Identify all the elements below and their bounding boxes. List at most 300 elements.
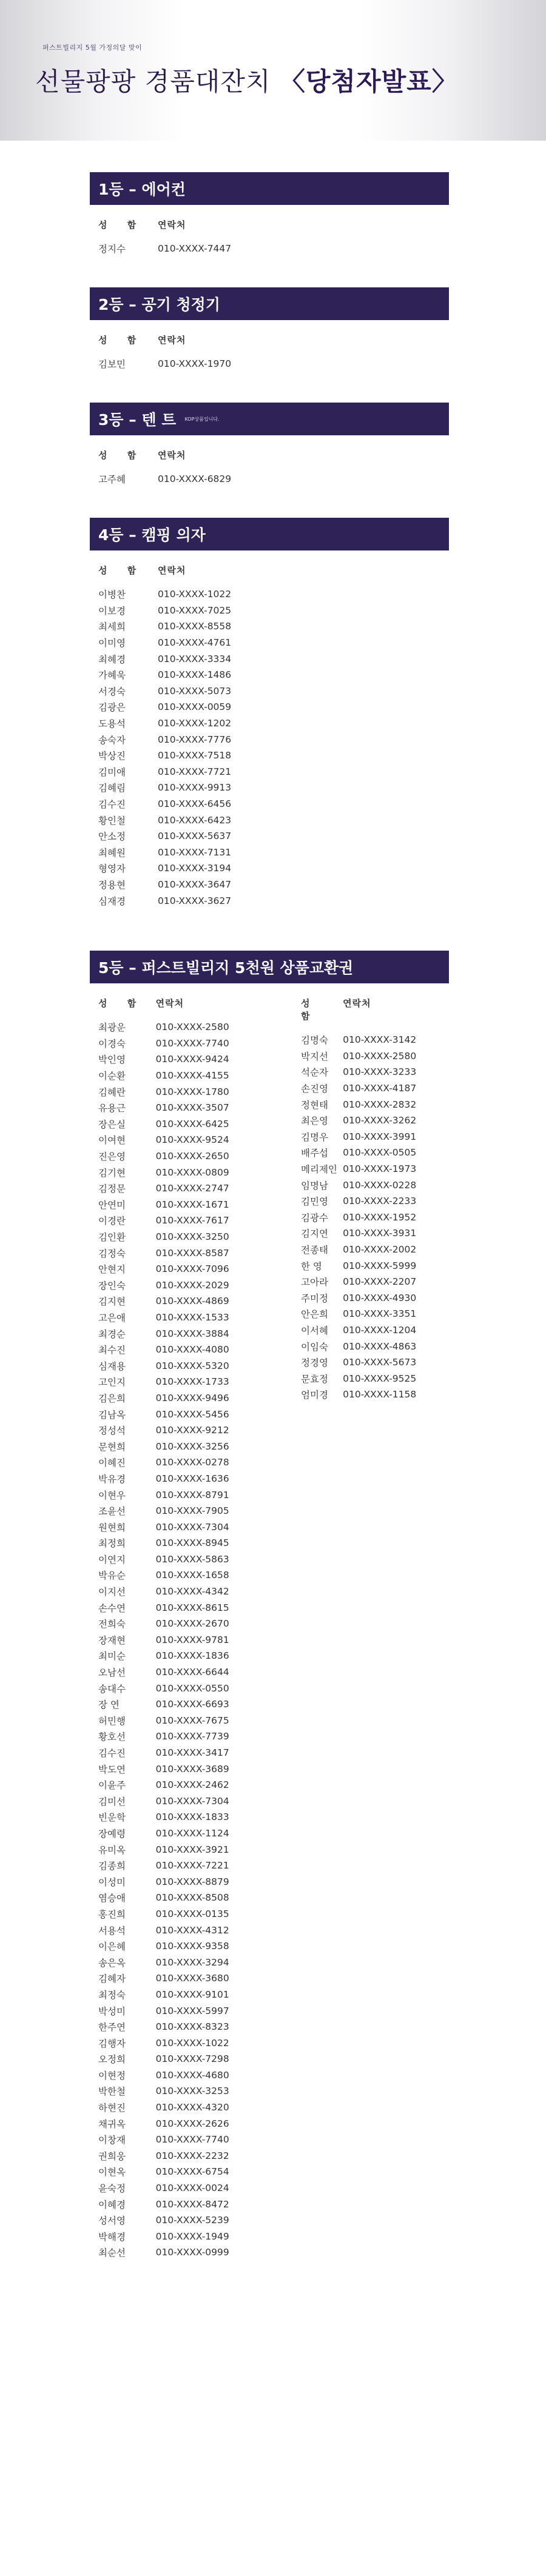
winner-column-left bbox=[90, 983, 301, 2261]
winner-row bbox=[98, 2067, 301, 2084]
winner-name: 최은영 bbox=[301, 1116, 328, 1127]
winner-row bbox=[98, 1519, 301, 1535]
winner-list bbox=[90, 241, 449, 257]
winner-row bbox=[98, 1664, 301, 1681]
winner-phone: 010-XXXX-9524 bbox=[155, 1134, 229, 1146]
winner-row bbox=[98, 1728, 301, 1745]
winner-name: 고주혜 bbox=[98, 474, 126, 486]
winner-phone: 010-XXXX-3256 bbox=[155, 1440, 229, 1452]
winner-name: 이현옥 bbox=[98, 2167, 126, 2178]
winner-phone: 010-XXXX-2580 bbox=[155, 1022, 229, 1033]
winner-phone: 010-XXXX-5239 bbox=[155, 2215, 229, 2226]
winner-name: 이순환 bbox=[98, 1071, 126, 1082]
winner-row bbox=[98, 1132, 301, 1148]
winner-name: 이창재 bbox=[98, 2135, 126, 2146]
winner-name: 주미정 bbox=[301, 1293, 328, 1304]
winner-phone: 010-XXXX-8472 bbox=[155, 2198, 229, 2210]
winner-name: 김미애 bbox=[98, 766, 126, 778]
winner-row bbox=[98, 2148, 301, 2164]
winner-phone: 010-XXXX-4155 bbox=[155, 1070, 229, 1082]
winner-row bbox=[98, 667, 449, 683]
winner-name: 박해경 bbox=[98, 2231, 126, 2243]
winner-row bbox=[98, 1342, 301, 1358]
winner-row bbox=[98, 1310, 301, 1326]
winner-name: 김수진 bbox=[98, 1748, 126, 1759]
winner-name: 박성미 bbox=[98, 2006, 126, 2017]
winner-row bbox=[301, 1225, 449, 1242]
winner-name: 장재현 bbox=[98, 1634, 126, 1646]
winner-name: 서경숙 bbox=[98, 686, 126, 697]
winner-phone: 010-XXXX-1202 bbox=[158, 718, 232, 729]
winner-row bbox=[301, 1274, 449, 1290]
winner-name: 문효정 bbox=[301, 1373, 328, 1385]
winner-phone: 010-XXXX-1949 bbox=[155, 2230, 229, 2242]
winner-name: 이윤주 bbox=[98, 1780, 126, 1791]
winner-phone: 010-XXXX-4312 bbox=[155, 1924, 229, 1936]
winner-row bbox=[98, 1713, 301, 1729]
winner-name: 최경순 bbox=[98, 1328, 126, 1340]
winner-name: 김미선 bbox=[98, 1796, 126, 1807]
winner-row bbox=[301, 1338, 449, 1354]
winner-row bbox=[98, 2115, 301, 2132]
winner-name: 안현지 bbox=[98, 1264, 126, 1276]
winner-phone: 010-XXXX-3627 bbox=[158, 895, 232, 906]
winner-name: 최정희 bbox=[98, 1538, 126, 1550]
winner-phone: 010-XXXX-9525 bbox=[343, 1373, 417, 1384]
winner-name: 임명남 bbox=[301, 1180, 328, 1191]
winner-phone: 010-XXXX-1780 bbox=[155, 1086, 229, 1097]
winner-name: 박도연 bbox=[98, 1764, 126, 1775]
winner-name: 김혜자 bbox=[98, 1973, 126, 1985]
winner-name: 이임숙 bbox=[301, 1341, 328, 1353]
winner-row bbox=[98, 1245, 301, 1261]
winner-phone: 010-XXXX-6693 bbox=[155, 1699, 229, 1710]
winner-name: 이보경 bbox=[98, 605, 126, 617]
winner-phone: 010-XXXX-1486 bbox=[158, 669, 232, 681]
winner-name: 박한철 bbox=[98, 2086, 126, 2098]
winner-phone: 010-XXXX-2207 bbox=[343, 1276, 417, 1288]
winner-row bbox=[98, 1535, 301, 1551]
section-title: 3등 – 텐 트 bbox=[98, 411, 177, 429]
winner-row bbox=[98, 699, 449, 715]
winner-row bbox=[98, 1471, 301, 1487]
winner-name: 김정문 bbox=[98, 1183, 126, 1195]
winner-row bbox=[98, 2212, 301, 2229]
section-title-bar bbox=[90, 951, 449, 983]
winner-name: 김정숙 bbox=[98, 1248, 126, 1259]
winner-row bbox=[98, 1761, 301, 1777]
winner-phone: 010-XXXX-5673 bbox=[343, 1357, 417, 1368]
winner-name: 김민영 bbox=[301, 1196, 328, 1208]
winner-phone: 010-XXXX-7905 bbox=[155, 1505, 229, 1517]
winner-name: 홍진희 bbox=[98, 1909, 126, 1920]
winner-row bbox=[98, 1970, 301, 1987]
column-header-row bbox=[90, 218, 449, 231]
winner-row bbox=[98, 1680, 301, 1696]
winner-phone: 010-XXXX-2029 bbox=[155, 1279, 229, 1291]
winner-phone: 010-XXXX-6425 bbox=[155, 1118, 229, 1129]
winner-phone: 010-XXXX-3142 bbox=[343, 1034, 417, 1046]
winner-row bbox=[98, 1987, 301, 2003]
winner-phone: 010-XXXX-2626 bbox=[155, 2118, 229, 2129]
winner-phone: 010-XXXX-1833 bbox=[155, 1812, 229, 1823]
winner-row bbox=[98, 356, 449, 372]
winner-phone: 010-XXXX-3931 bbox=[343, 1228, 417, 1239]
winner-name: 안은희 bbox=[301, 1309, 328, 1320]
winner-row bbox=[98, 1841, 301, 1858]
winner-name: 최수진 bbox=[98, 1345, 126, 1356]
column-header-row bbox=[90, 997, 301, 1009]
winner-row bbox=[98, 1954, 301, 1970]
prize-section-2 bbox=[90, 287, 449, 372]
column-header-row bbox=[301, 997, 449, 1022]
winner-row bbox=[98, 1825, 301, 1842]
winner-row bbox=[98, 812, 449, 828]
winner-row bbox=[98, 1938, 301, 1955]
winner-phone: 010-XXXX-5320 bbox=[155, 1360, 229, 1371]
winner-phone: 010-XXXX-8587 bbox=[155, 1247, 229, 1259]
prize-section-5 bbox=[90, 951, 449, 2261]
winner-name: 송대수 bbox=[98, 1683, 126, 1694]
winner-name: 고인지 bbox=[98, 1377, 126, 1388]
winner-phone: 010-XXXX-5999 bbox=[343, 1260, 417, 1271]
winner-phone: 010-XXXX-8323 bbox=[155, 2021, 229, 2033]
winner-row bbox=[98, 1213, 301, 1229]
winner-phone: 010-XXXX-1636 bbox=[155, 1473, 229, 1484]
winner-phone: 010-XXXX-9496 bbox=[155, 1392, 229, 1403]
winner-phone: 010-XXXX-0059 bbox=[158, 701, 232, 713]
winner-name: 정용현 bbox=[98, 879, 126, 891]
winner-name: 장은실 bbox=[98, 1119, 126, 1130]
winner-name: 김수진 bbox=[98, 799, 126, 811]
winner-row bbox=[98, 2132, 301, 2148]
winner-phone: 010-XXXX-3417 bbox=[155, 1747, 229, 1759]
winner-name: 김광은 bbox=[98, 702, 126, 714]
winner-name: 엄미경 bbox=[301, 1390, 328, 1401]
winner-phone: 010-XXXX-1733 bbox=[155, 1376, 229, 1388]
winner-phone: 010-XXXX-1022 bbox=[155, 2037, 229, 2049]
winner-phone: 010-XXXX-8508 bbox=[155, 1892, 229, 1904]
winner-name: 이은혜 bbox=[98, 1941, 126, 1953]
winner-phone: 010-XXXX-3194 bbox=[158, 863, 232, 874]
column-header-name: 성 함 bbox=[98, 219, 145, 230]
section-title: 1등 – 에어컨 bbox=[98, 181, 186, 198]
winner-phone: 010-XXXX-7298 bbox=[155, 2053, 229, 2065]
winner-name: 이지선 bbox=[98, 1587, 126, 1598]
section-note: KOP상품입니다. bbox=[184, 416, 220, 422]
winner-phone: 010-XXXX-4869 bbox=[155, 1296, 229, 1307]
header-banner bbox=[0, 0, 546, 141]
winner-row bbox=[301, 1193, 449, 1209]
winner-name: 이여현 bbox=[98, 1135, 126, 1146]
winner-phone: 010-XXXX-0024 bbox=[155, 2183, 229, 2194]
winner-row bbox=[98, 877, 449, 893]
column-header-row bbox=[90, 564, 449, 577]
winner-name: 배주섭 bbox=[301, 1148, 328, 1159]
winner-row bbox=[301, 1032, 449, 1048]
winner-phone: 010-XXXX-7025 bbox=[158, 604, 232, 616]
winner-row bbox=[301, 1387, 449, 1403]
winner-name: 하현진 bbox=[98, 2103, 126, 2114]
winner-name: 황인철 bbox=[98, 815, 126, 826]
winner-row bbox=[98, 1293, 301, 1310]
winner-name: 이경란 bbox=[98, 1216, 126, 1227]
winner-phone: 010-XXXX-2580 bbox=[343, 1050, 417, 1062]
column-header-contact: 연락처 bbox=[158, 219, 186, 230]
winner-name: 박상진 bbox=[98, 751, 126, 762]
section-title-bar bbox=[90, 518, 449, 550]
winner-row bbox=[301, 1370, 449, 1387]
winner-row bbox=[301, 1354, 449, 1371]
winner-name: 김행자 bbox=[98, 2038, 126, 2049]
winner-name: 염승애 bbox=[98, 1893, 126, 1904]
winner-row bbox=[98, 1632, 301, 1648]
winner-name: 이경숙 bbox=[98, 1038, 126, 1049]
winner-row bbox=[98, 2180, 301, 2196]
winner-row bbox=[98, 748, 449, 764]
winner-name: 성서영 bbox=[98, 2215, 126, 2227]
winner-name: 한 영 bbox=[301, 1260, 322, 1272]
winner-phone: 010-XXXX-5456 bbox=[155, 1408, 229, 1420]
winner-row bbox=[301, 1257, 449, 1274]
winner-phone: 010-XXXX-7776 bbox=[158, 734, 232, 745]
winner-row bbox=[98, 1019, 301, 1035]
winner-name: 황호선 bbox=[98, 1731, 126, 1743]
column-header-contact: 연락처 bbox=[343, 998, 371, 1009]
winner-name: 전종태 bbox=[301, 1245, 328, 1256]
winner-row bbox=[98, 2035, 301, 2051]
winner-row bbox=[98, 1229, 301, 1245]
winner-row bbox=[98, 1148, 301, 1165]
winner-name: 김기현 bbox=[98, 1167, 126, 1179]
winner-phone: 010-XXXX-3991 bbox=[343, 1131, 417, 1142]
winner-row bbox=[301, 1096, 449, 1112]
winner-name: 유미옥 bbox=[98, 1844, 126, 1856]
winner-name: 한주연 bbox=[98, 2022, 126, 2033]
winner-phone: 010-XXXX-1533 bbox=[155, 1311, 229, 1323]
winner-row bbox=[301, 1080, 449, 1097]
winner-list bbox=[90, 1019, 301, 2261]
section-title-bar bbox=[90, 403, 449, 435]
winner-row bbox=[98, 1567, 301, 1584]
winner-row bbox=[98, 1325, 301, 1342]
prize-section-1 bbox=[90, 172, 449, 257]
winner-phone: 010-XXXX-9424 bbox=[155, 1054, 229, 1065]
winner-name: 최미순 bbox=[98, 1651, 126, 1662]
section-title: 2등 – 공기 청정기 bbox=[98, 296, 220, 313]
winner-name: 이성미 bbox=[98, 1876, 126, 1888]
winner-name: 안소정 bbox=[98, 831, 126, 843]
winner-name: 안연미 bbox=[98, 1199, 126, 1211]
winner-phone: 010-XXXX-3884 bbox=[155, 1328, 229, 1339]
winner-phone: 010-XXXX-7131 bbox=[158, 846, 232, 858]
winner-name: 문현희 bbox=[98, 1441, 126, 1453]
winner-name: 박지선 bbox=[301, 1051, 328, 1062]
winner-phone: 010-XXXX-7617 bbox=[155, 1215, 229, 1226]
winner-row bbox=[98, 586, 449, 603]
winner-phone: 010-XXXX-0550 bbox=[155, 1682, 229, 1694]
winner-name: 손진영 bbox=[301, 1083, 328, 1095]
page-title bbox=[35, 62, 458, 98]
winner-row bbox=[98, 1035, 301, 1052]
winner-name: 서용석 bbox=[98, 1925, 126, 1936]
winner-name: 최순선 bbox=[98, 2247, 126, 2259]
winner-row bbox=[98, 1777, 301, 1793]
winner-name: 장 연 bbox=[98, 1699, 120, 1711]
winner-name: 조윤선 bbox=[98, 1506, 126, 1517]
winner-name: 이병찬 bbox=[98, 589, 126, 601]
winner-row bbox=[98, 618, 449, 635]
winner-name: 권희웅 bbox=[98, 2150, 126, 2162]
winner-row bbox=[98, 1261, 301, 1277]
winner-row bbox=[98, 1406, 301, 1422]
column-header-contact: 연락처 bbox=[158, 450, 186, 461]
winner-name: 최정숙 bbox=[98, 1989, 126, 2001]
winner-phone: 010-XXXX-5637 bbox=[158, 831, 232, 842]
winner-phone: 010-XXXX-6456 bbox=[158, 798, 232, 810]
winner-phone: 010-XXXX-3680 bbox=[155, 1973, 229, 1984]
winner-row bbox=[301, 1242, 449, 1258]
winner-row bbox=[98, 892, 449, 909]
winner-name: 박유순 bbox=[98, 1570, 126, 1582]
winner-name: 이혜경 bbox=[98, 2199, 126, 2210]
winner-name: 고아라 bbox=[301, 1277, 328, 1288]
winner-phone: 010-XXXX-7740 bbox=[155, 1037, 229, 1049]
winner-name: 정성석 bbox=[98, 1425, 126, 1437]
winner-name: 이혜진 bbox=[98, 1457, 126, 1469]
winner-name: 고은애 bbox=[98, 1312, 126, 1323]
winner-row bbox=[98, 1809, 301, 1825]
winner-row bbox=[98, 1051, 301, 1068]
winner-phone: 010-XXXX-5073 bbox=[158, 685, 232, 697]
winner-row bbox=[98, 635, 449, 651]
winner-phone: 010-XXXX-7096 bbox=[155, 1263, 229, 1275]
winner-row bbox=[98, 2099, 301, 2116]
winner-name: 김인환 bbox=[98, 1232, 126, 1243]
winner-phone: 010-XXXX-7221 bbox=[155, 1860, 229, 1872]
winner-name: 정현태 bbox=[301, 1099, 328, 1111]
winner-name: 윤숙정 bbox=[98, 2183, 126, 2195]
winner-phone: 010-XXXX-1952 bbox=[343, 1211, 417, 1223]
winner-list bbox=[301, 1032, 449, 1403]
winner-row bbox=[301, 1322, 449, 1339]
winner-phone: 010-XXXX-4680 bbox=[155, 2069, 229, 2081]
winner-phone: 010-XXXX-0228 bbox=[343, 1179, 417, 1191]
winner-phone: 010-XXXX-9212 bbox=[155, 1425, 229, 1436]
winner-name: 도용석 bbox=[98, 718, 126, 730]
winner-phone: 010-XXXX-1204 bbox=[343, 1324, 417, 1336]
winner-row bbox=[98, 1890, 301, 1906]
winner-row bbox=[98, 2083, 301, 2099]
header-subtitle: 퍼스트빌리지 5월 가정의달 맞이 bbox=[42, 44, 143, 52]
winner-row bbox=[98, 1116, 301, 1132]
winner-row bbox=[98, 796, 449, 812]
winner-name: 최광운 bbox=[98, 1022, 126, 1034]
winner-row bbox=[98, 1277, 301, 1294]
winner-phone: 010-XXXX-3647 bbox=[158, 878, 232, 890]
winner-row bbox=[98, 1068, 301, 1084]
winner-phone: 010-XXXX-3262 bbox=[343, 1115, 417, 1126]
winner-phone: 010-XXXX-2232 bbox=[155, 2150, 229, 2161]
winner-phone: 010-XXXX-0278 bbox=[155, 1457, 229, 1468]
section-title-bar bbox=[90, 287, 449, 320]
winner-name: 김명숙 bbox=[301, 1035, 328, 1046]
winner-phone: 010-XXXX-4863 bbox=[343, 1340, 417, 1352]
winner-row bbox=[98, 1487, 301, 1503]
winner-phone: 010-XXXX-6829 bbox=[158, 473, 232, 485]
winner-phone: 010-XXXX-0135 bbox=[155, 1908, 229, 1919]
winner-row bbox=[98, 1180, 301, 1197]
winner-name: 김남옥 bbox=[98, 1409, 126, 1420]
winner-name: 이현정 bbox=[98, 2070, 126, 2081]
winner-phone: 010-XXXX-1970 bbox=[158, 358, 232, 370]
winner-row bbox=[98, 2002, 301, 2019]
winner-row bbox=[98, 2244, 301, 2261]
winner-phone: 010-XXXX-1124 bbox=[155, 1827, 229, 1839]
winner-phone: 010-XXXX-7304 bbox=[155, 1521, 229, 1533]
winner-row bbox=[98, 2229, 301, 2245]
winner-phone: 010-XXXX-2670 bbox=[155, 1618, 229, 1630]
winner-phone: 010-XXXX-9101 bbox=[155, 1989, 229, 2000]
winner-phone: 010-XXXX-3507 bbox=[155, 1102, 229, 1114]
title-highlight: 〈당첨자발표〉 bbox=[279, 67, 458, 96]
section-title: 4등 – 캠핑 의자 bbox=[98, 526, 206, 544]
winner-row bbox=[98, 1083, 301, 1100]
winner-row bbox=[98, 471, 449, 487]
winner-row bbox=[301, 1129, 449, 1145]
winner-name: 오정희 bbox=[98, 2054, 126, 2066]
winner-row bbox=[98, 1503, 301, 1519]
winner-row bbox=[98, 2051, 301, 2067]
winner-row bbox=[98, 1197, 301, 1213]
winner-phone: 010-XXXX-3921 bbox=[155, 1844, 229, 1855]
winner-row bbox=[98, 1422, 301, 1439]
winner-name: 오남선 bbox=[98, 1667, 126, 1679]
winner-row bbox=[301, 1306, 449, 1322]
winner-phone: 010-XXXX-0999 bbox=[155, 2247, 229, 2258]
winner-name: 원현희 bbox=[98, 1522, 126, 1533]
winner-row bbox=[98, 780, 449, 796]
column-header-contact: 연락처 bbox=[158, 565, 186, 576]
winner-row bbox=[98, 1793, 301, 1810]
winner-name: 빈운학 bbox=[98, 1812, 126, 1824]
winner-phone: 010-XXXX-7721 bbox=[158, 766, 232, 777]
column-header-name: 성 함 bbox=[301, 998, 318, 1022]
winner-name: 김은희 bbox=[98, 1393, 126, 1404]
winner-name: 채귀옥 bbox=[98, 2118, 126, 2130]
winner-list bbox=[90, 471, 449, 487]
winner-name: 유용근 bbox=[98, 1103, 126, 1114]
winner-name: 정지수 bbox=[98, 244, 126, 255]
winner-row bbox=[98, 715, 449, 732]
winner-row bbox=[301, 1209, 449, 1226]
winner-phone: 010-XXXX-6644 bbox=[155, 1667, 229, 1678]
section-title: 5등 – 퍼스트빌리지 5천원 상품교환권 bbox=[98, 959, 354, 977]
winner-columns bbox=[90, 983, 449, 2261]
winner-name: 심재경 bbox=[98, 895, 126, 907]
winner-row bbox=[98, 1858, 301, 1874]
winner-row bbox=[301, 1161, 449, 1177]
winner-list bbox=[90, 586, 449, 909]
winner-name: 김지현 bbox=[98, 1296, 126, 1308]
winner-phone: 010-XXXX-5997 bbox=[155, 2005, 229, 2016]
winner-phone: 010-XXXX-3294 bbox=[155, 1956, 229, 1968]
winner-phone: 010-XXXX-9781 bbox=[155, 1634, 229, 1645]
winner-phone: 010-XXXX-1836 bbox=[155, 1650, 229, 1662]
winner-phone: 010-XXXX-2747 bbox=[155, 1183, 229, 1194]
winner-row bbox=[301, 1177, 449, 1193]
winner-name: 장인숙 bbox=[98, 1280, 126, 1291]
